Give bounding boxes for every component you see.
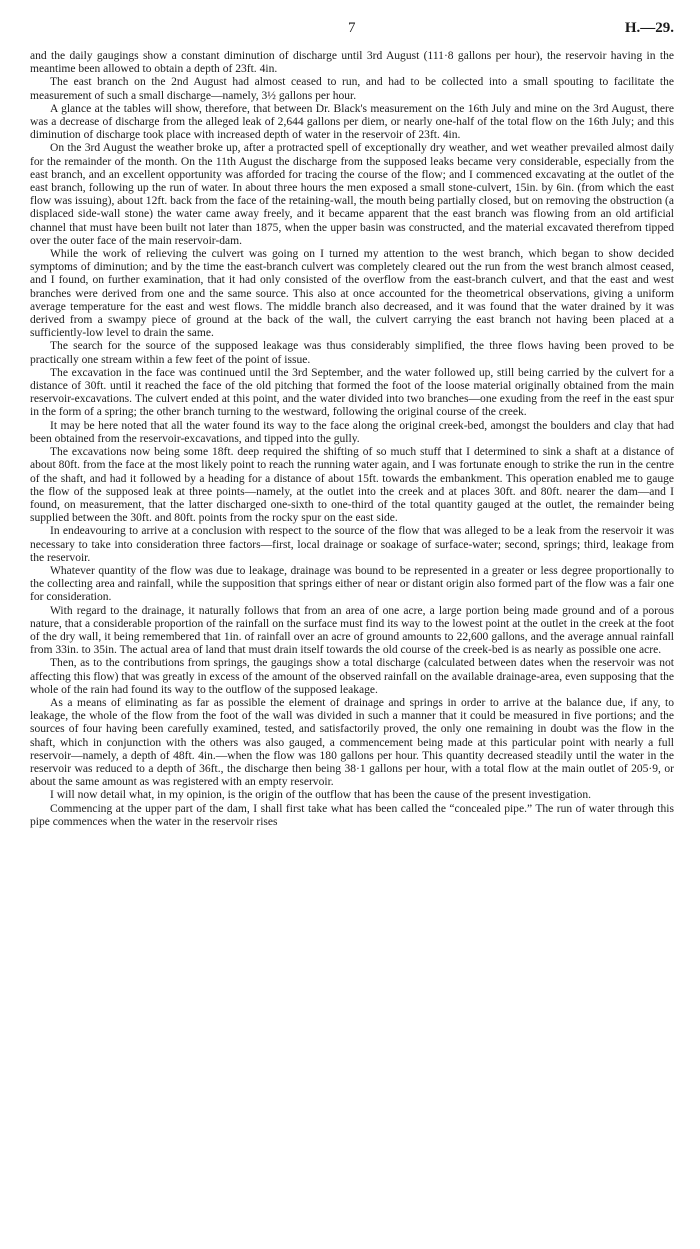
paragraph: While the work of relieving the culvert was going on I turned my attention to the west branch, which began to show decided symptoms of diminution; and by the time the east-branch culvert was completely cleared out the run from the west branch almost ceased, and I found, on further examination, that it had only consisted of the overflow from the east-branch culvert, and that the east and west branches were derived from one and the same source. This also at once accounted for the theometrical observations, giving a uniform average temperature for the east and west flows. The middle branch also decreased, and it was found that the water drained by it was derived from a swampy piece of ground at the back of the wall, the culvert carrying the east branch not having been placed at a sufficiently-low level to drain the same. (30, 248, 674, 340)
paragraph: The excavations now being some 18ft. deep required the shifting of so much stuff that I determined to sink a shaft at a distance of about 80ft. from the face at the most likely point to reach the running water again, and I was fortunate enough to strike the run in the centre of the shaft, and had it followed by a heading for a distance of about 15ft. towards the embankment. This operation enabled me to gauge the flow of the supposed leak at three points—namely, at the outlet into the creek and at places 30ft. and 80ft. nearer the dam—and I found, on measurement, that the latter discharged one-sixth to one-third of the total quantity gauged at the outlet, the remainder being supplied between the 30ft. and 80ft. points from the rocky spur on the east side. (30, 446, 674, 525)
paragraph: It may be here noted that all the water found its way to the face along the original creek-bed, amongst the boulders and clay that had been obtained from the reservoir-excavations, and tipped into the gully. (30, 419, 674, 445)
paragraph: Commencing at the upper part of the dam, I shall first take what has been called the “concealed pipe.” The run of water through this pipe commences when the water in the reservoir rises (30, 802, 674, 828)
paragraph: The east branch on the 2nd August had almost ceased to run, and had to be collected into a small spouting to facilitate the measurement of such a small discharge—namely, 3½ gallons per hour. (30, 76, 674, 102)
paragraph: A glance at the tables will show, therefore, that between Dr. Black's measurement on the 16th July and mine on the 3rd August, there was a decrease of discharge from the alleged leak of 2,644 gallons per diem, or nearly one-half of the total flow on the 16th July; and this diminution of discharge took place with increased depth of water in the reservoir of 23ft. 4in. (30, 102, 674, 142)
paragraph: and the daily gaugings show a constant diminution of discharge until 3rd August (111·8 gallons per hour), the reservoir having in the meantime been allowed to obtain a depth of 23ft. 4in. (30, 50, 674, 76)
paragraph: As a means of eliminating as far as possible the element of drainage and springs in order to arrive at the balance due, if any, to leakage, the whole of the flow from the foot of the wall was divided in such a manner that it could be measured in five portions; and the sources of four having been carefully examined, tested, and satisfactorily proved, the only one remaining in doubt was the flow in the shaft, which in conjunction with the others was also gauged, a commencement being made at this particular point with nearly a full reservoir—namely, a depth of 48ft. 4in.—when the flow was 180 gallons per hour. This quantity decreased steadily until the water in the reservoir was reduced to a depth of 36ft., the discharge then being 38·1 gallons per hour, with a total flow at the main outlet of 205·9, or about the same amount as was registered with an empty reservoir. (30, 696, 674, 789)
page-header (30, 20, 674, 44)
paragraph: I will now detail what, in my opinion, is the origin of the outflow that has been the cause of the present investigation. (50, 789, 591, 802)
paragraph: Whatever quantity of the flow was due to leakage, drainage was bound to be represented in a greater or less degree proportionally to the collecting area and rainfall, while the supposition that springs either of near or distant origin also formed part of the flow was a fair one for consideration. (30, 564, 674, 604)
paragraph: The search for the source of the supposed leakage was thus considerably simplified, the three flows having been proved to be practically one stream within a few feet of the point of issue. (30, 340, 674, 366)
page-number: 7 (348, 20, 356, 36)
paragraph: Then, as to the contributions from springs, the gaugings show a total discharge (calculated between dates when the reservoir was not affecting this flow) that was greatly in excess of the amount of the observed rainfall on the available drainage-area, even supposing that the whole of the rain had found its way to the outflow of the supposed leakage. (30, 657, 674, 696)
paragraph: With regard to the drainage, it naturally follows that from an area of one acre, a large portion being made ground and of a porous nature, that a considerable proportion of the rainfall on the surface must find its way to the lowest point at the outlet in the creek at the foot of the dry wall, it being remembered that 1in. of rainfall over an acre of ground amounts to 22,600 gallons, and the average annual rainfall from 33in. to 35in. The actual area of land that must drain itself towards the old course of the creek-bed is as nearly as possible one acre. (30, 604, 674, 657)
document-code: H.—29. (624, 20, 674, 36)
document-body (30, 50, 674, 829)
paragraph: On the 3rd August the weather broke up, after a protracted spell of exceptionally dry weather, and wet weather prevailed almost daily for the remainder of the month. On the 11th August the discharge from the supposed leaks became very considerable, especially from the east branch, and an excellent opportunity was afforded for tracing the course of the flow; and I commenced excavating at the outlet of the east branch, following up the run of water. In about three hours the men exposed a small stone-culvert, 15in. by 6in. (from which the east flow was issuing), about 12ft. back from the face of the retaining-wall, the mouth being partially closed, but on removing the obstruction (a displaced side-wall stone) the water came away freely, and it became apparent that the east branch was flowing from an old artificial channel that must have been built not later than 1875, when the upper basin was constructed, and the material excavated therefrom tipped over the outer face of the main reservoir-dam. (30, 142, 674, 247)
paragraph: In endeavouring to arrive at a conclusion with respect to the source of the flow that was alleged to be a leak from the reservoir it was necessary to take into consideration three factors—first, local drainage or soakage of surface-water; second, springs; third, leakage from the reservoir. (30, 525, 674, 564)
paragraph: The excavation in the face was continued until the 3rd September, and the water followed up, still being carried by the culvert for a distance of 30ft. until it reached the face of the old pitching that formed the foot of the loose material originally obtained from the main reservoir-excavations. The culvert ended at this point, and the water divided into two branches—one exuding from the reef in the east spur in the form of a spring; the other branch turning to the westward, following the original course of the creek. (30, 366, 674, 419)
